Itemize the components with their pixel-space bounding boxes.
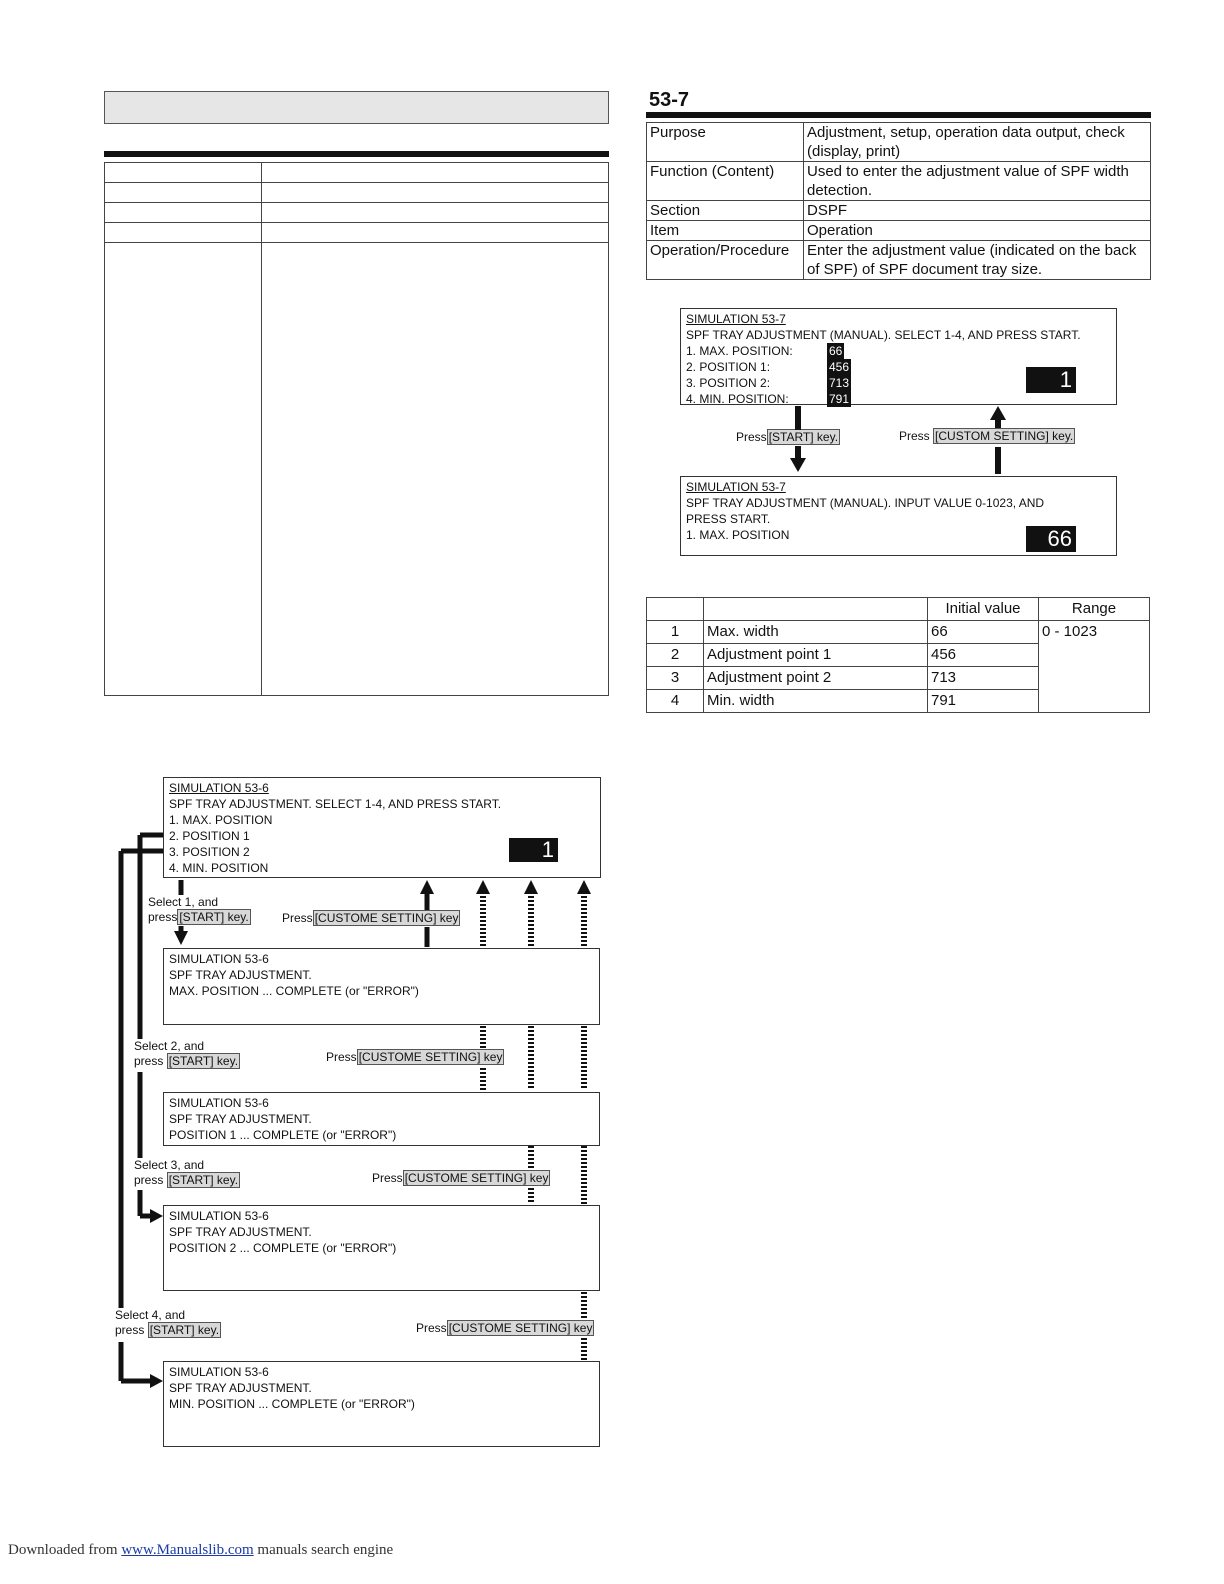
sim-536-max-screen: SIMULATION 53-6 SPF TRAY ADJUSTMENT. MAX. POSITION ... COMPLETE (or "ERROR") <box>163 948 600 1025</box>
screen-title: SIMULATION 53-6 <box>169 781 269 795</box>
sim-536-pos1-screen: SIMULATION 53-6 SPF TRAY ADJUSTMENT. POSITION 1 ... COMPLETE (or "ERROR") <box>163 1092 600 1146</box>
custom-1-label: Press [CUSTOME SETTING] key <box>282 911 459 925</box>
custom-2-label: Press [CUSTOME SETTING] key <box>326 1050 503 1064</box>
adj-header-row: Initial value Range <box>647 598 1150 621</box>
spec-row-purpose: Purpose Adjustment, setup, operation data output, check (display, print) <box>647 123 1151 162</box>
section-title: 53-7 <box>649 89 690 111</box>
start-key[interactable]: [START] key. <box>149 1323 220 1337</box>
custom-setting-key[interactable]: [CUSTOME SETTING] key <box>404 1171 549 1185</box>
input-value[interactable]: 66 <box>1026 526 1076 552</box>
table-row: 4 Min. width 791 <box>647 690 1150 713</box>
custom-setting-key[interactable]: [CUSTOM SETTING] key. <box>935 429 1074 443</box>
screen-title: SIMULATION 53-6 <box>169 1209 269 1223</box>
screen-title: SIMULATION 53-7 <box>686 312 786 326</box>
select-4-label: Select 4, and press [START] key. <box>115 1308 220 1337</box>
selected-number: 1 <box>1026 367 1076 393</box>
arrowhead-down <box>790 458 806 472</box>
table-row: 2 Adjustment point 1 456 <box>647 644 1150 667</box>
screen-title: SIMULATION 53-7 <box>686 480 786 494</box>
start-key[interactable]: [START] key. <box>168 1173 239 1187</box>
sim-537-input-screen: SIMULATION 53-7 SPF TRAY ADJUSTMENT (MANUAL). INPUT VALUE 0-1023, AND PRESS START. 1. MAX. POSITION <box>680 476 1117 556</box>
table-row: 3 Adjustment point 2 713 <box>647 667 1150 690</box>
start-key[interactable]: [START] key. <box>768 430 839 444</box>
screen-title: SIMULATION 53-6 <box>169 1365 269 1379</box>
arrowhead-up <box>990 406 1006 420</box>
screen-title: SIMULATION 53-6 <box>169 1096 269 1110</box>
spec-row-procedure: Operation/Procedure Enter the adjustment value (indicated on the back of SPF) of SPF document tray size. <box>647 241 1151 280</box>
select-3-label: Select 3, and press [START] key. <box>134 1158 239 1187</box>
manualslib-link[interactable]: www.Manualslib.com <box>121 1542 254 1558</box>
press-custom-label: Press [CUSTOM SETTING] key. <box>899 429 1074 443</box>
select-2-label: Select 2, and press [START] key. <box>134 1039 239 1068</box>
custom-setting-key[interactable]: [CUSTOME SETTING] key <box>358 1050 503 1064</box>
spec-row-function: Function (Content) Used to enter the adjustment value of SPF width detection. <box>647 162 1151 201</box>
start-key[interactable]: [START] key. <box>179 910 249 924</box>
sim-537-select-screen: SIMULATION 53-7 SPF TRAY ADJUSTMENT (MANUAL). SELECT 1-4, AND PRESS START. 1. MAX. POSITION: 66 2. POSITION 1: 456 3. POSITION 2: 713 4. MIN. POSITION: 791 <box>680 308 1117 405</box>
selected-number: 1 <box>509 838 558 862</box>
start-key[interactable]: [START] key. <box>168 1054 239 1068</box>
custom-4-label: Press [CUSTOME SETTING] key <box>416 1321 593 1335</box>
spec-row-section: Section DSPF <box>647 201 1151 221</box>
sim-536-select-screen: SIMULATION 53-6 SPF TRAY ADJUSTMENT. SELECT 1-4, AND PRESS START. 1. MAX. POSITION 2. POSITION 1 3. POSITION 2 4. MIN. POSITION <box>163 777 601 878</box>
footer: Downloaded from www.Manualslib.com manuals search engine <box>8 1542 394 1558</box>
range-cell: 0 - 1023 <box>1039 621 1150 713</box>
table-row: 1 Max. width 66 0 - 1023 <box>647 621 1150 644</box>
custom-3-label: Press [CUSTOME SETTING] key <box>372 1171 549 1185</box>
sim-536-min-screen: SIMULATION 53-6 SPF TRAY ADJUSTMENT. MIN. POSITION ... COMPLETE (or "ERROR") <box>163 1361 600 1447</box>
screen-title: SIMULATION 53-6 <box>169 952 269 966</box>
press-start-label: Press [START] key. <box>736 430 839 444</box>
position-list: 1. MAX. POSITION: 66 2. POSITION 1: 456 3. POSITION 2: 713 4. MIN. POSITION: 791 <box>686 344 850 406</box>
sim-536-pos2-screen: SIMULATION 53-6 SPF TRAY ADJUSTMENT. POSITION 2 ... COMPLETE (or "ERROR") <box>163 1205 600 1291</box>
spec-row-item: Item Operation <box>647 221 1151 241</box>
custom-setting-key[interactable]: [CUSTOME SETTING] key <box>448 1321 593 1335</box>
select-1-label: Select 1, and press [START] key. <box>148 895 249 924</box>
custom-setting-key[interactable]: [CUSTOME SETTING] key <box>314 911 459 925</box>
